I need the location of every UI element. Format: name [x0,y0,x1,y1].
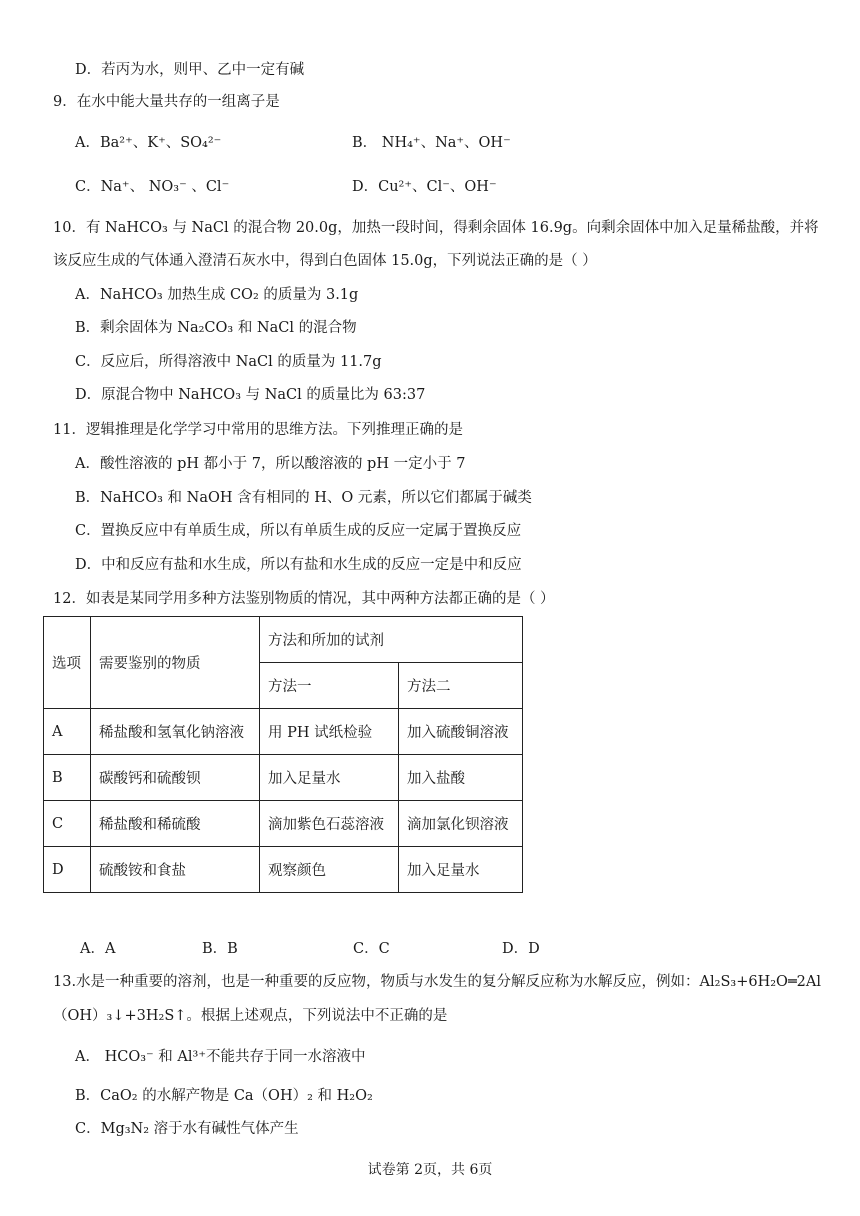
q9-option-c: C．Na⁺、 NO₃⁻ 、Cl⁻ [75,179,230,195]
table-row [44,801,523,847]
q12-option-b: B．B [202,941,238,957]
table-cell-method1: 加入足量水 [260,755,399,801]
table-header-method1: 方法一 [260,663,399,709]
table-header-substance: 需要鉴别的物质 [91,617,260,709]
q11-option-a: A．酸性溶液的 pH 都小于 7，所以酸溶液的 pH 一定小于 7 [75,456,466,472]
table-header-methods: 方法和所加的试剂 [260,617,523,663]
table-cell-method1: 用 PH 试纸检验 [260,709,399,755]
q11-stem: 11．逻辑推理是化学学习中常用的思维方法。下列推理正确的是 [53,422,463,438]
q13-option-a: A． HCO₃⁻ 和 Al³⁺不能共存于同一水溶液中 [75,1049,366,1065]
table-cell-method2: 滴加氯化钡溶液 [399,801,523,847]
table-header-option: 选项 [44,617,91,709]
table-cell-option: A [44,709,91,755]
q11-option-c: C．置换反应中有单质生成，所以有单质生成的反应一定属于置换反应 [75,523,522,539]
q10-option-a: A．NaHCO₃ 加热生成 CO₂ 的质量为 3.1g [75,287,359,303]
q13-option-b: B．CaO₂ 的水解产物是 Ca（OH）₂ 和 H₂O₂ [75,1088,373,1104]
q9-option-b: B． NH₄⁺、Na⁺、OH⁻ [352,135,511,151]
q10-option-b: B．剩余固体为 Na₂CO₃ 和 NaCl 的混合物 [75,320,357,336]
table-cell-option: B [44,755,91,801]
q12-option-a: A．A [80,941,116,957]
q13-stem-line2: （OH）₃↓+3H₂S↑。根据上述观点，下列说法中不正确的是 [53,1008,448,1024]
table-row [44,709,523,755]
q12-option-d: D．D [502,941,540,957]
table-cell-method1: 观察颜色 [260,847,399,893]
q9-stem: 9．在水中能大量共存的一组离子是 [53,94,280,110]
q10-option-c: C．反应后，所得溶液中 NaCl 的质量为 11.7g [75,354,382,370]
table-cell-substance: 稀盐酸和稀硫酸 [91,801,260,847]
q9-option-d: D．Cu²⁺、Cl⁻、OH⁻ [352,179,497,195]
q8-option-d: D．若丙为水，则甲、乙中一定有碱 [75,62,305,78]
table-cell-method2: 加入盐酸 [399,755,523,801]
q9-option-a: A．Ba²⁺、K⁺、SO₄²⁻ [75,135,222,151]
table-cell-substance: 稀盐酸和氢氧化钠溶液 [91,709,260,755]
q12-option-c: C．C [353,941,390,957]
table-cell-method1: 滴加紫色石蕊溶液 [260,801,399,847]
table-row [44,755,523,801]
table-cell-substance: 硫酸铵和食盐 [91,847,260,893]
table-cell-option: D [44,847,91,893]
q10-option-d: D．原混合物中 NaHCO₃ 与 NaCl 的质量比为 63:37 [75,387,426,403]
q11-option-b: B．NaHCO₃ 和 NaOH 含有相同的 H、O 元素，所以它们都属于碱类 [75,490,532,506]
table-cell-option: C [44,801,91,847]
table-row [44,847,523,893]
table-cell-substance: 碳酸钙和硫酸钡 [91,755,260,801]
q10-stem-line2: 该反应生成的气体通入澄清石灰水中，得到白色固体 15.0g，下列说法正确的是（ ） [53,253,597,269]
q12-table [43,616,523,893]
q13-stem-line1: 13.水是一种重要的溶剂，也是一种重要的反应物，物质与水发生的复分解反应称为水解反应，例如：Al₂S₃+6H₂O═2Al [53,974,822,990]
page-footer: 试卷第 2页，共 6页 [367,1162,493,1178]
q10-stem-line1: 10．有 NaHCO₃ 与 NaCl 的混合物 20.0g，加热一段时间，得剩余固体 16.9g。向剩余固体中加入足量稀盐酸，并将 [53,220,819,236]
q13-option-c: C．Mg₃N₂ 溶于水有碱性气体产生 [75,1121,299,1137]
q12-stem: 12．如表是某同学用多种方法鉴别物质的情况，其中两种方法都正确的是（ ） [53,591,555,607]
table-cell-method2: 加入硫酸铜溶液 [399,709,523,755]
table-cell-method2: 加入足量水 [399,847,523,893]
table-header-method2: 方法二 [399,663,523,709]
q11-option-d: D．中和反应有盐和水生成，所以有盐和水生成的反应一定是中和反应 [75,557,522,573]
